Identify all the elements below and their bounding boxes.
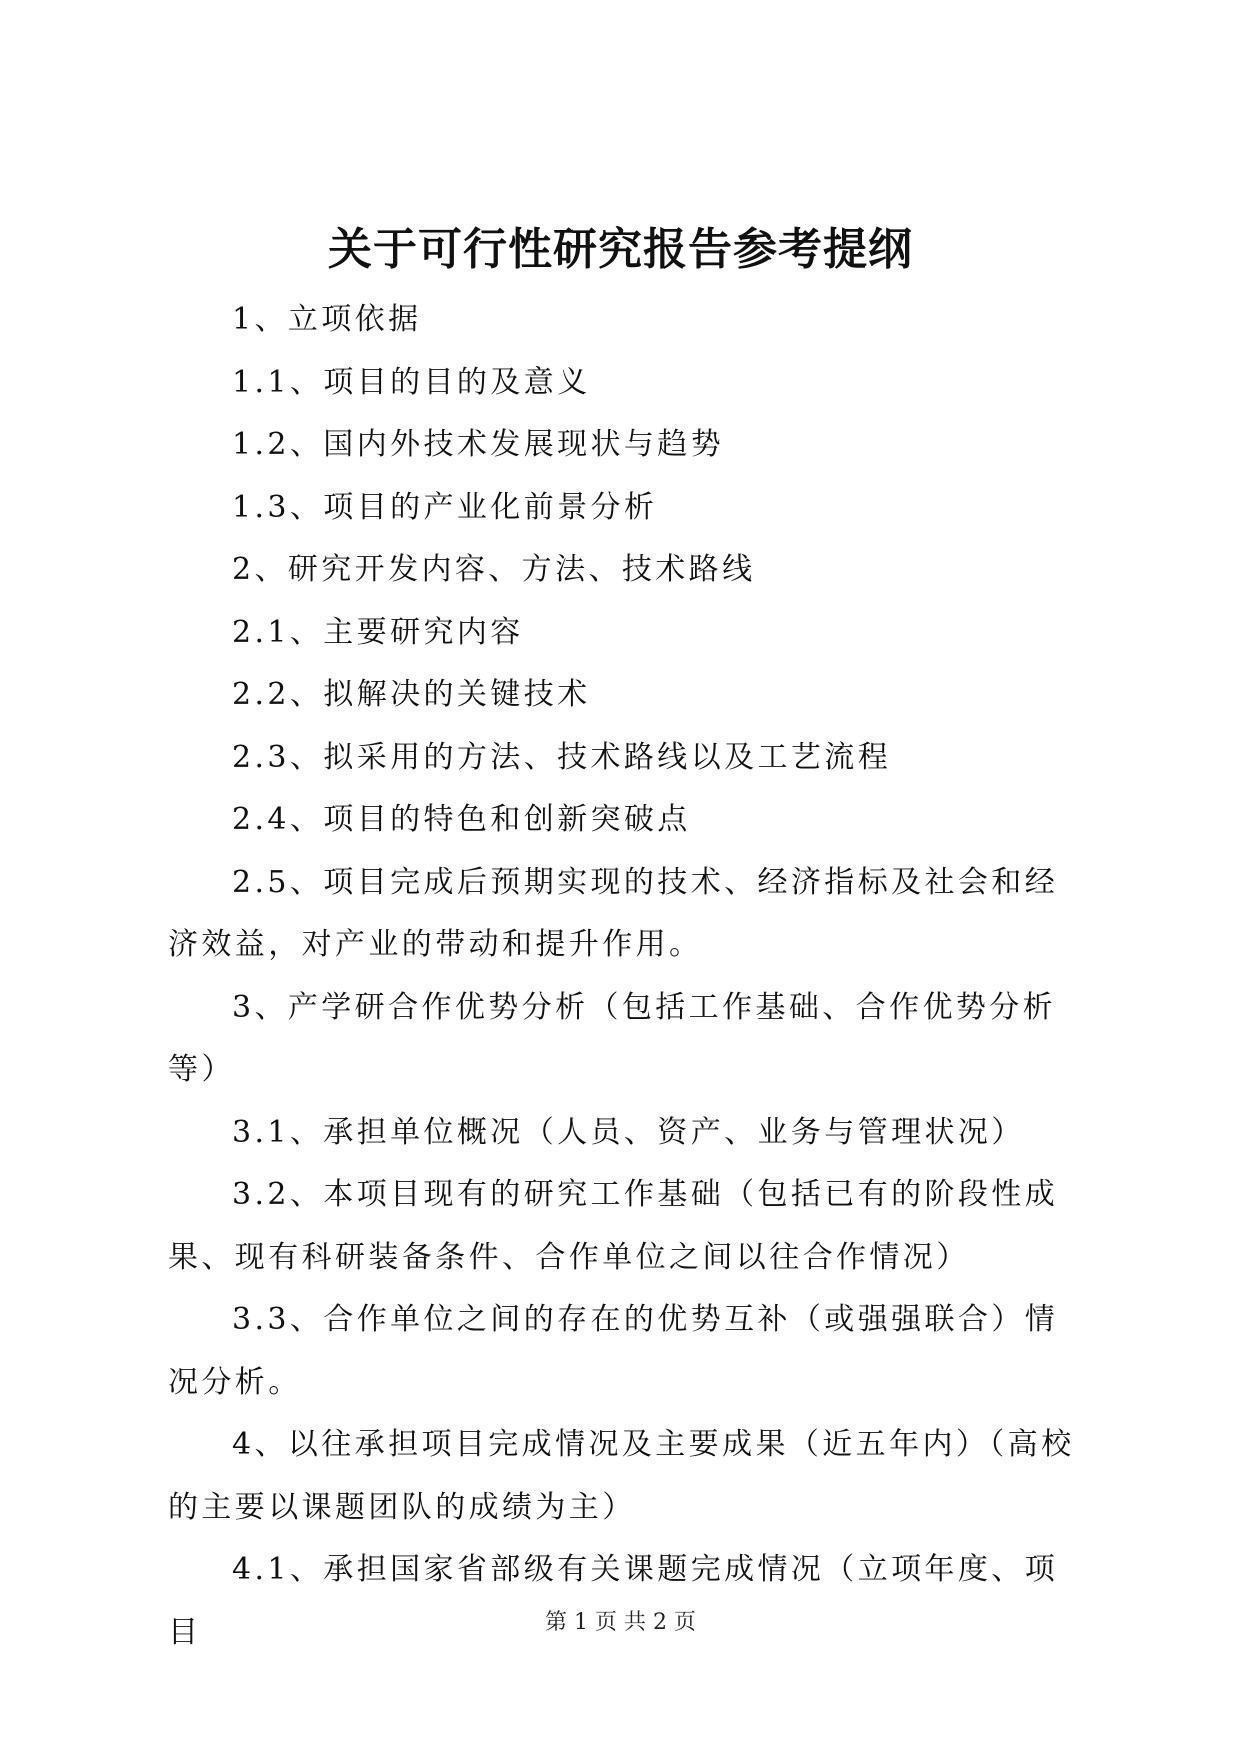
document-title: 关于可行性研究报告参考提纲 xyxy=(328,224,913,275)
paragraph: 2.1、主要研究内容 xyxy=(232,614,524,650)
paragraph: 1.3、项目的产业化前景分析 xyxy=(232,489,658,525)
document-body xyxy=(168,289,1088,1664)
paragraph: 2.2、拟解决的关键技术 xyxy=(232,677,591,712)
paragraph: 3、产学研合作优势分析（包括工作基础、合作优势分析等） xyxy=(168,989,1057,1087)
paragraph: 2、研究开发内容、方法、技术路线 xyxy=(232,552,756,587)
paragraph: 4、以往承担项目完成情况及主要成果（近五年内）（高校的主要以课题团队的成绩为主） xyxy=(168,1427,1075,1525)
paragraph: 1.1、项目的目的及意义 xyxy=(232,364,591,400)
paragraph: 1.2、国内外技术发展现状与趋势 xyxy=(232,427,725,462)
page-footer: 第 1 页 共 2 页 xyxy=(545,1610,696,1635)
paragraph: 4.1、承担国家省部级有关课题完成情况（立项年度、项目 xyxy=(168,1552,1059,1650)
paragraph: 2.3、拟采用的方法、技术路线以及工艺流程 xyxy=(232,739,892,775)
paragraph: 3.3、合作单位之间的存在的优势互补（或强强联合）情况分析。 xyxy=(168,1302,1059,1400)
paragraph: 3.2、本项目现有的研究工作基础（包括已有的阶段性成果、现有科研装备条件、合作单位之间以往合作情况） xyxy=(168,1177,1059,1275)
paragraph: 3.1、承担单位概况（人员、资产、业务与管理状况） xyxy=(232,1114,1025,1150)
paragraph: 2.4、项目的特色和创新突破点 xyxy=(232,802,691,837)
paragraph: 1、立项依据 xyxy=(232,302,422,337)
paragraph: 2.5、项目完成后预期实现的技术、经济指标及社会和经济效益，对产业的带动和提升作用。 xyxy=(168,864,1059,962)
